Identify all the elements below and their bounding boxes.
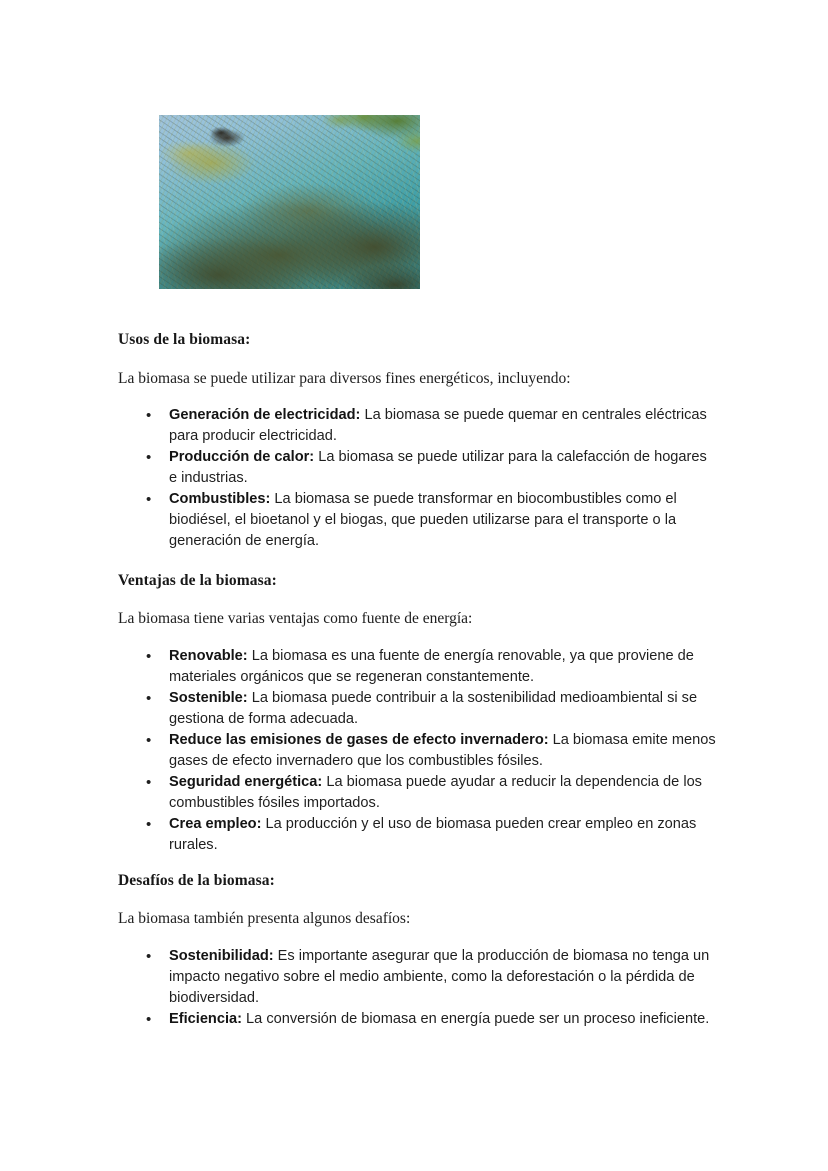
- list-item: [118, 772, 718, 814]
- section-intro-usos: La biomasa se puede utilizar para diversos fines energéticos, incluyendo:: [118, 370, 571, 387]
- list-item-text: Es importante asegurar que la producción de biomasa no tenga un impacto negativo sobre el medio ambiente, como la deforestación o la pérdida de biodiversidad.: [169, 948, 710, 1006]
- list-item-text: La conversión de biomasa en energía puede ser un proceso ineficiente.: [242, 1011, 710, 1027]
- bullet-list-desafios: [118, 946, 718, 1030]
- list-item-text: La biomasa se puede transformar en biocombustibles como el biodiésel, el bioetanol y el biogas, que pueden utilizarse para el transporte o la generación de energía.: [169, 491, 677, 549]
- section-heading-desafios: Desafíos de la biomasa:: [118, 872, 275, 889]
- list-item-term: Generación de electricidad:: [169, 407, 361, 423]
- list-item: [118, 946, 718, 1009]
- section-intro-ventajas: La biomasa tiene varias ventajas como fuente de energía:: [118, 610, 473, 627]
- list-item-text: La biomasa es una fuente de energía renovable, ya que proviene de materiales orgánicos que se regeneran constantemente.: [169, 648, 694, 685]
- list-item: [118, 405, 718, 447]
- list-item: [118, 1009, 718, 1030]
- list-item-term: Seguridad energética:: [169, 774, 323, 790]
- list-item: [118, 646, 718, 688]
- list-item: [118, 688, 718, 730]
- section-intro-desafios: La biomasa también presenta algunos desafíos:: [118, 910, 411, 927]
- aquatic-biomass-photo-image: [159, 115, 420, 289]
- list-item-term: Producción de calor:: [169, 449, 315, 465]
- aquatic-biomass-photo: [159, 115, 420, 289]
- list-item: [118, 814, 718, 856]
- list-item: [118, 447, 718, 489]
- list-item-text: La biomasa emite menos gases de efecto invernadero que los combustibles fósiles.: [169, 732, 716, 769]
- list-item-text: La biomasa se puede utilizar para la calefacción de hogares e industrias.: [169, 449, 707, 486]
- list-item-text: La biomasa puede ayudar a reducir la dependencia de los combustibles fósiles importados.: [169, 774, 702, 811]
- bullet-list-ventajas: [118, 646, 718, 856]
- list-item-term: Crea empleo:: [169, 816, 262, 832]
- list-item-term: Sostenibilidad:: [169, 948, 274, 964]
- list-item-term: Sostenible:: [169, 690, 248, 706]
- list-item-term: Reduce las emisiones de gases de efecto invernadero:: [169, 732, 549, 748]
- list-item-term: Renovable:: [169, 648, 248, 664]
- list-item-text: La biomasa puede contribuir a la sostenibilidad medioambiental si se gestiona de forma adecuada.: [169, 690, 698, 727]
- list-item-term: Combustibles:: [169, 491, 271, 507]
- list-item: [118, 489, 718, 552]
- bullet-list-usos: [118, 405, 718, 552]
- list-item-text: La producción y el uso de biomasa pueden crear empleo en zonas rurales.: [169, 816, 697, 853]
- list-item: [118, 730, 718, 772]
- list-item-text: La biomasa se puede quemar en centrales eléctricas para producir electricidad.: [169, 407, 707, 444]
- section-heading-ventajas: Ventajas de la biomasa:: [118, 572, 277, 589]
- list-item-term: Eficiencia:: [169, 1011, 242, 1027]
- section-heading-usos: Usos de la biomasa:: [118, 331, 251, 348]
